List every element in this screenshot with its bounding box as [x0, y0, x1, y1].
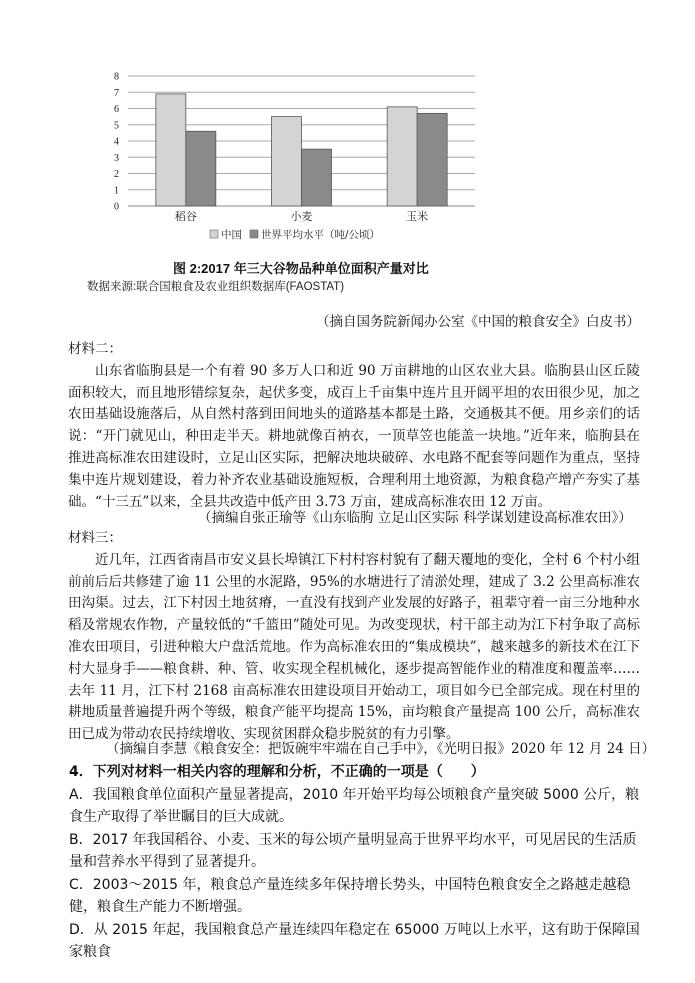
bar-world-2 — [417, 113, 447, 206]
option-b[interactable]: B．2017 年我国稻谷、小麦、玉米的每公顷产量明显高于世界平均水平，可见居民的生活质量和营养水平得到了显著提升。 — [69, 831, 637, 870]
option-a[interactable]: A．我国粮食单位面积产量显著提高，2010 年开始平均每公顷粮食产量突破 5000 公斤，粮食生产取得了举世瞩目的巨大成就。 — [69, 786, 640, 825]
chart-source: 数据来源:联合国粮食及农业组织数据库(FAOSTAT) — [87, 281, 345, 293]
material2-heading: 材料二： — [68, 341, 122, 357]
material2-text: 山东省临朐县是一个有着 90 多万人口和近 90 万亩耕地的山区农业大县。临朐县山区丘陵面积较大，而且地形错综复杂，起伏多变，成百上千亩集中连片且开阔平坦的农田很少见，加之农田基础设施落后，从自然村落到田间地头的道路基本都是土路，交通极其不便。用乡亲们的话说：“开门就见山，种田走半天。耕地就像百衲衣，一顶草笠也能盖一块地。”近年来，临朐县在推进高标准农田建设时，立足山区实际，把解决地块破碎、水电路不配套等问题作为重点，坚持集中连片规划建设，着力补齐农业基础设施短板，合理利用土地资源，为粮食稳产增产夯实了基础。“十三五”以来，全县共改造中低产田 3.73 万亩，建成高标准农田 12 万亩。 — [68, 362, 640, 510]
y-tick-label: 0 — [114, 201, 119, 213]
y-tick-label: 7 — [114, 87, 119, 99]
x-tick-label: 小麦 — [290, 210, 313, 223]
bar-china-2 — [387, 107, 417, 206]
material3-text: 近几年，江西省南昌市安义县长埠镇江下村村容村貌有了翻天覆地的变化，全村 6 个村小组前前后后共修建了逾 11 公里的水泥路，95%的水塘进行了清淤处理，建成了 3.2 公里高标准农田沟渠。过去，江下村因土地贫瘠，一直没有找到产业发展的好路子，祖辈守着一亩三分地种水稻及常规农作物，产量较低的“千篮田”随处可见。为改变现状，村干部主动为江下村争取了高标准农田项目，引进种粮大户盘活荒地。作为高标准农田的“集成模块”，越来越多的新技术在江下村大显身手——粮食耕、种、管、收实现全程机械化，逐步提高智能作业的精准度和覆盖率……去年 11 月，江下村 2168 亩高标准农田建设项目开始动工，项目如今已全部完成。现在村里的耕地质量普遍提升两个等级，粮食产能平均提高 15%，亩均粮食产量提高 100 公斤，高标准农田已成为带动农民持续增收、实现贫困群众稳步脱贫的有力引擎。 — [68, 551, 640, 743]
y-tick-label: 2 — [114, 169, 119, 180]
option-c[interactable]: C．2003～2015 年，粮食总产量连续多年保持增长势头，中国特色粮食安全之路越走越稳健，粮食生产能力不断增强。 — [69, 876, 631, 915]
question-4 — [69, 761, 643, 964]
x-tick-label: 稻谷 — [174, 210, 197, 223]
material2 — [68, 339, 640, 513]
legend-swatch-0 — [210, 230, 218, 238]
material3 — [68, 528, 640, 746]
bar-world-1 — [302, 149, 332, 206]
option-d[interactable]: D．从 2015 年起，我国粮食总产量连续四年稳定在 65000 万吨以上水平，这有助于保障国家粮食 — [69, 921, 640, 960]
y-tick-label: 1 — [114, 185, 119, 197]
material1-source: （摘自国务院新闻办公室《中国的粮食安全》白皮书） — [316, 314, 640, 330]
y-tick-label: 4 — [114, 136, 119, 148]
material2-source: （摘编自张正瑜等《山东临朐 立足山区实际 科学谋划建设高标准农田》） — [198, 510, 632, 526]
bar-china-1 — [272, 117, 302, 206]
legend-swatch-1 — [250, 230, 258, 238]
bar-world-0 — [186, 131, 216, 206]
material3-source: （摘编自李慧《粮食安全：把饭碗牢牢端在自己手中》，《光明日报》2020 年 12 月 24 日） — [106, 741, 656, 757]
y-tick-label: 6 — [114, 104, 119, 115]
legend-label-1: 世界平均水平（吨/公顷） — [261, 229, 381, 241]
question-stem: 4．下列对材料一相关内容的理解和分析，不正确的一项是（ ） — [69, 764, 485, 780]
chart-title: 图 2:2017 年三大谷物品种单位面积产量对比 — [173, 261, 429, 276]
material3-heading: 材料三： — [68, 530, 122, 546]
bar-china-0 — [156, 94, 186, 206]
y-tick-label: 8 — [114, 71, 119, 83]
y-tick-label: 3 — [114, 152, 119, 164]
x-tick-label: 玉米 — [406, 210, 429, 223]
grain-yield-chart — [0, 0, 695, 300]
y-tick-label: 5 — [114, 120, 119, 132]
legend-label-0: 中国 — [221, 229, 242, 241]
